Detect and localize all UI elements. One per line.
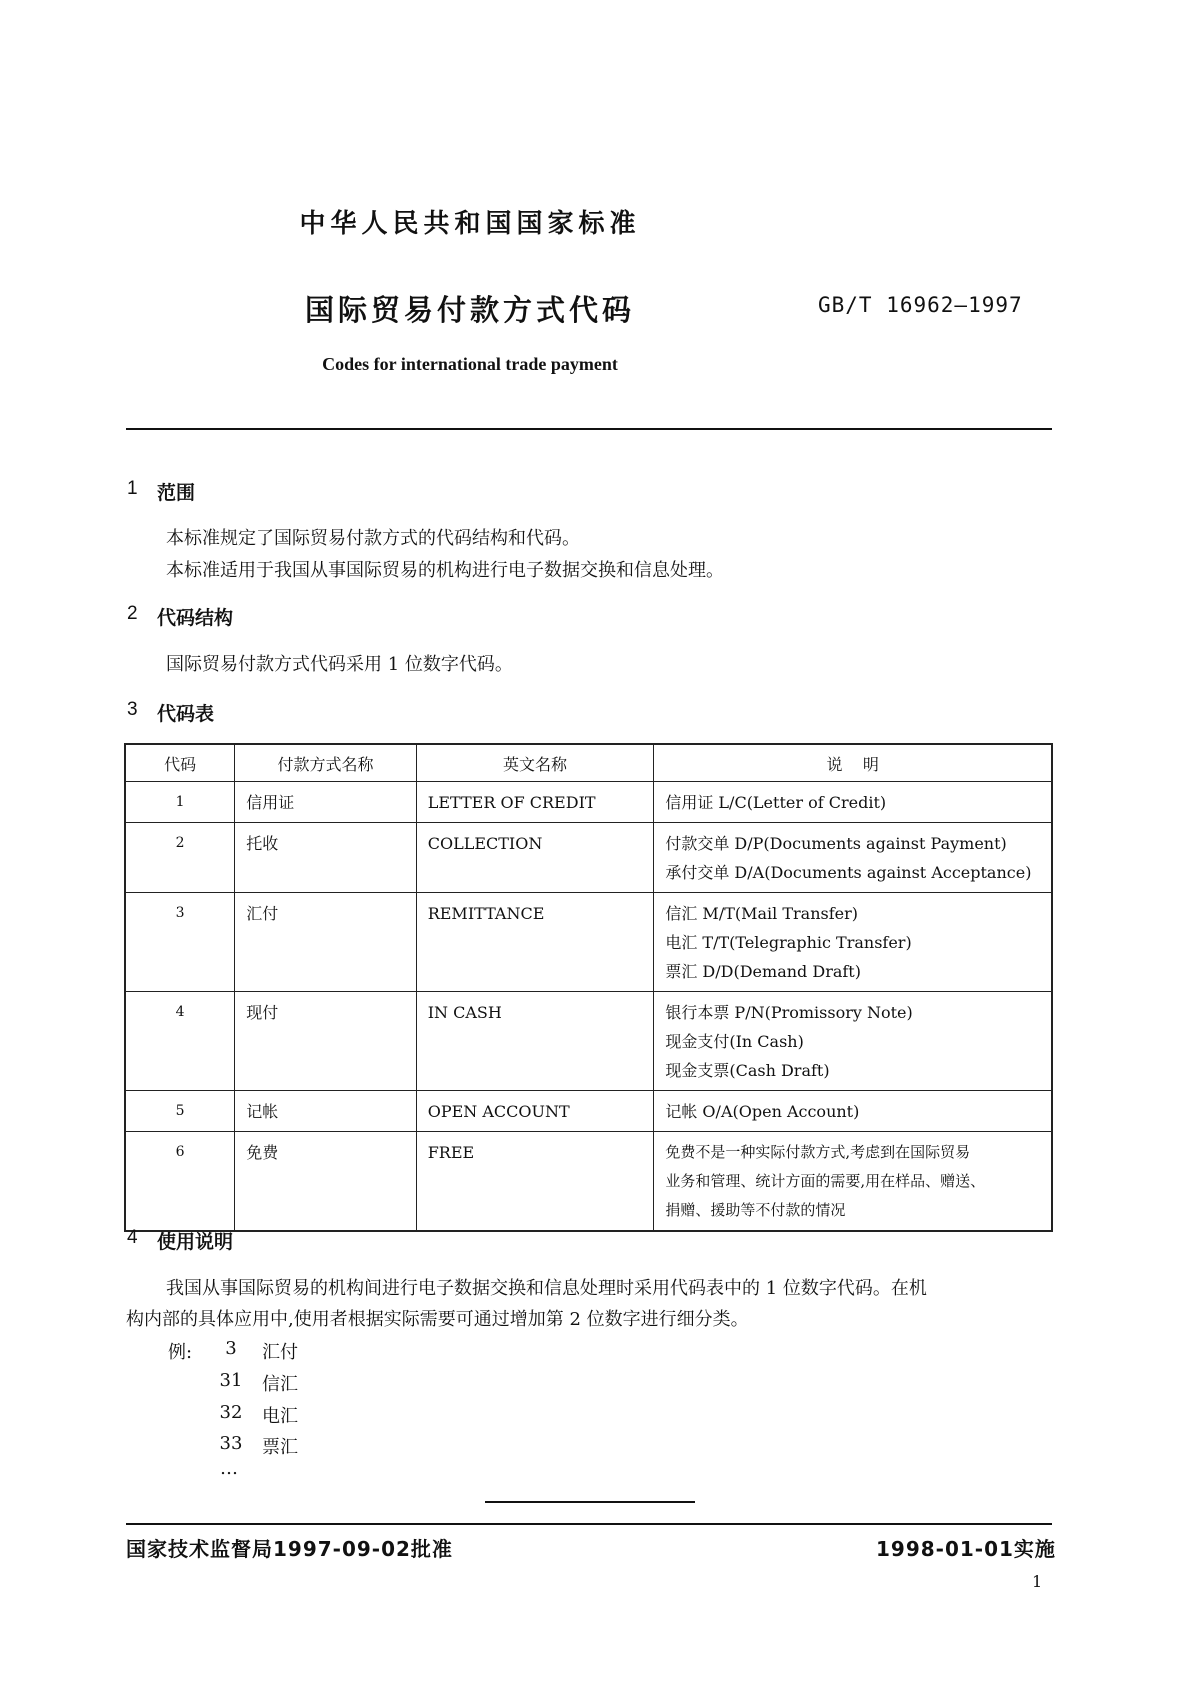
row-code: 1 [125,782,235,823]
row-payment-name: 汇付 [235,893,416,992]
header-english-name: 英文名称 [416,744,654,782]
table-row [125,992,1052,1091]
english-title: Codes for international trade payment [322,354,618,374]
row-description [654,1132,1052,1232]
example-name: 汇付 [262,1342,298,1363]
section-4-paragraph-1: 我国从事国际贸易的机构间进行电子数据交换和信息处理时采用代码表中的 1 位数字代码。在机 [166,1278,927,1299]
description-line: 现金支付(In Cash) [665,1032,804,1051]
table-row [125,893,1052,992]
section-1-paragraph-2: 本标准适用于我国从事国际贸易的机构进行电子数据交换和信息处理。 [166,560,724,581]
row-payment-name: 记帐 [235,1091,416,1132]
section-4-paragraph-2: 构内部的具体应用中,使用者根据实际需要可通过增加第 2 位数字进行细分类。 [126,1309,749,1330]
row-payment-name: 免费 [235,1132,416,1232]
end-divider [485,1501,695,1503]
row-english-name: IN CASH [416,992,654,1091]
description-line: 业务和管理、统计方面的需要,用在样品、赠送、 [665,1172,986,1190]
table-row [125,1091,1052,1132]
section-4-number: 4 [127,1227,138,1248]
table-row [125,823,1052,893]
row-payment-name: 信用证 [235,782,416,823]
row-english-name: REMITTANCE [416,893,654,992]
national-standard-heading: 中华人民共和国国家标准 [299,209,641,239]
section-2-title: 代码结构 [157,607,234,629]
row-code: 2 [125,823,235,893]
row-english-name: COLLECTION [416,823,654,893]
section-1-number: 1 [127,478,138,499]
row-english-name: LETTER OF CREDIT [416,782,654,823]
description-line: 记帐 O/A(Open Account) [665,1102,860,1121]
example-ellipsis: … [220,1458,238,1479]
example-name: 票汇 [262,1437,298,1458]
section-1-title: 范围 [157,482,196,504]
description-line: 承付交单 D/A(Documents against Acceptance) [665,863,1032,882]
table-row [125,782,1052,823]
example-name: 电汇 [262,1406,298,1427]
example-code: 33 [219,1433,243,1454]
payment-code-table [124,743,1053,1232]
description-line: 票汇 D/D(Demand Draft) [665,962,861,981]
table-header-row [125,744,1052,782]
description-line: 信用证 L/C(Letter of Credit) [665,793,887,812]
section-3-title: 代码表 [157,703,215,725]
section-2-paragraph: 国际贸易付款方式代码采用 1 位数字代码。 [166,654,513,675]
header-divider [126,428,1052,430]
description-line: 捐赠、援助等不付款的情况 [665,1201,846,1219]
description-line: 现金支票(Cash Draft) [665,1061,830,1080]
row-description [654,782,1052,823]
example-code: 32 [219,1402,243,1423]
row-code: 5 [125,1091,235,1132]
row-code: 6 [125,1132,235,1232]
page-number: 1 [1032,1572,1043,1591]
row-english-name: FREE [416,1132,654,1232]
row-code: 4 [125,992,235,1091]
header-description: 说 明 [654,744,1052,782]
table-row [125,1132,1052,1232]
example-name: 信汇 [262,1374,298,1395]
row-payment-name: 托收 [235,823,416,893]
description-line: 电汇 T/T(Telegraphic Transfer) [665,933,912,952]
description-line: 银行本票 P/N(Promissory Note) [665,1003,913,1022]
section-4-title: 使用说明 [157,1231,234,1253]
example-label: 例: [168,1342,193,1363]
effective-date: 1998-01-01实施 [876,1537,1056,1561]
header-payment-name: 付款方式名称 [235,744,416,782]
description-line: 免费不是一种实际付款方式,考虑到在国际贸易 [665,1143,971,1161]
standard-number: GB/T 16962—1997 [818,293,1023,317]
row-description [654,893,1052,992]
example-code: 31 [219,1370,243,1391]
row-code: 3 [125,893,235,992]
row-description [654,1091,1052,1132]
section-1-paragraph-1: 本标准规定了国际贸易付款方式的代码结构和代码。 [166,528,580,549]
row-description [654,823,1052,893]
header-code: 代码 [125,744,235,782]
description-line: 付款交单 D/P(Documents against Payment) [665,834,1007,853]
document-title: 国际贸易付款方式代码 [304,293,635,327]
row-description [654,992,1052,1091]
row-payment-name: 现付 [235,992,416,1091]
row-english-name: OPEN ACCOUNT [416,1091,654,1132]
section-2-number: 2 [127,603,138,624]
example-code: 3 [225,1338,237,1359]
approval-date: 国家技术监督局1997-09-02批准 [126,1537,453,1561]
description-line: 信汇 M/T(Mail Transfer) [665,904,859,923]
section-3-number: 3 [127,699,138,720]
footer-divider [126,1523,1052,1525]
